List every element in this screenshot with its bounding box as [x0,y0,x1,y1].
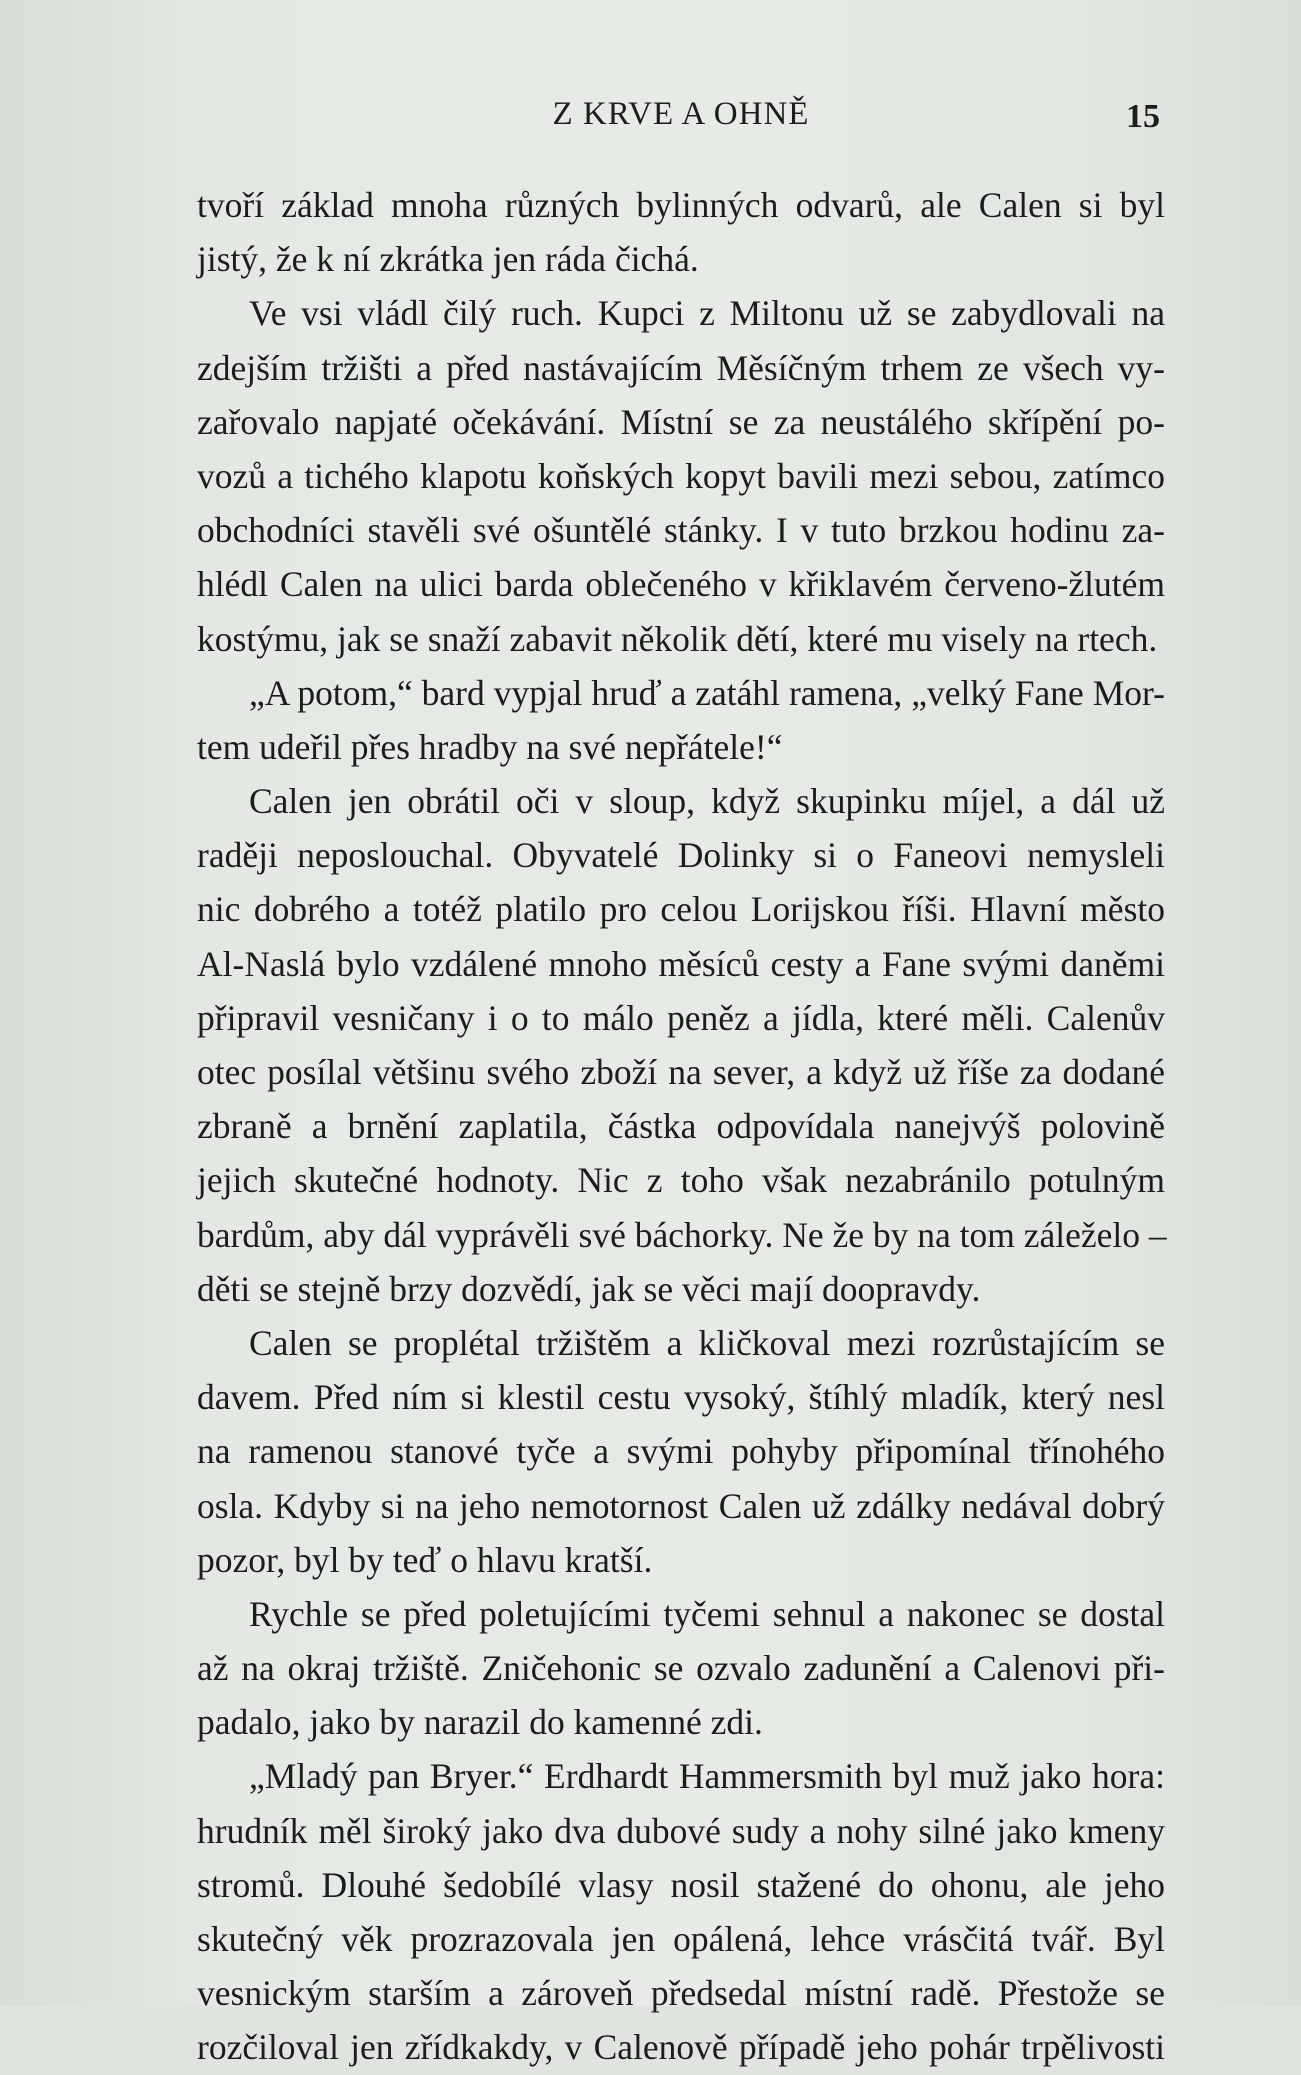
text-line: zdejším tržišti a před nastávajícím Měsíčným trhem ze všech vy- [197,347,1165,388]
page-number: 15 [1126,98,1160,135]
text-line: osla. Kdyby si na jeho nemotornost Calen už zdálky nedával dobrý [197,1485,1165,1526]
text-line: davem. Před ním si klestil cestu vysoký, štíhlý mladík, který nesl [197,1377,1165,1418]
text-line: Calen se proplétal tržištěm a kličkoval mezi rozrůstajícím se [249,1322,1165,1363]
text-line: nic dobrého a totéž platilo pro celou Lorijskou říši. Hlavní město [197,889,1165,930]
text-line: otec posílal většinu svého zboží na sever, a když už říše za dodané [197,1052,1165,1092]
text-line: až na okraj tržiště. Zničehonic se ozvalo zadunění a Calenovi při- [197,1648,1165,1689]
text-line: Rychle se před poletujícími tyčemi sehnul a nakonec se dostal [249,1593,1165,1634]
text-line: na ramenou stanové tyče a svými pohyby připomínal třínohého [197,1431,1165,1472]
text-line: Al-Naslá bylo vzdálené mnoho měsíců cesty a Fane svými daněmi [197,943,1165,984]
text-line: děti se stejně brzy dozvědí, jak se věci mají doopravdy. [197,1268,981,1309]
text-line: padalo, jako by narazil do kamenné zdi. [197,1702,763,1743]
text-line: „Mladý pan Bryer.“ Erdhardt Hammersmith byl muž jako hora: [249,1756,1165,1797]
text-line: rozčiloval jen zřídkakdy, v Calenově případě jeho pohár trpělivosti [197,2027,1165,2068]
text-line: „A potom,“ bard vypjal hruď a zatáhl ramena, „velký Fane Mor- [249,672,1165,713]
text-line: Calen jen obrátil oči v sloup, když skupinku míjel, a dál už [249,781,1165,822]
text-line: připravil vesničany i o to málo peněz a jídla, které měli. Calenův [197,997,1165,1038]
text-line: kostýmu, jak se snaží zabavit několik dětí, které mu visely na rtech. [197,618,1158,659]
text-line: jistý, že k ní zkrátka jen ráda čichá. [197,239,699,280]
text-line: vesnickým starším a zároveň předsedal místní radě. Přestože se [197,1973,1165,2014]
text-line: bardům, aby dál vyprávěli své báchorky. Ne že by na tom záleželo – [197,1214,1167,1255]
text-line: tvoří základ mnoha různých bylinných odvarů, ale Calen si byl [197,185,1165,225]
text-line: pozor, byl by teď o hlavu kratší. [197,1539,653,1580]
body-text [197,178,1165,2075]
text-line: tem udeřil přes hradby na své nepřátele!“ [197,726,783,767]
text-line: obchodníci stavěli své ošuntělé stánky. I v tuto brzkou hodinu za- [197,510,1165,551]
text-line: zařovalo napjaté očekávání. Místní se za neustálého skřípění po- [197,401,1165,442]
text-line: zbraně a brnění zaplatila, částka odpovídala nanejvýš polovině [197,1106,1165,1147]
text-line: raději neposlouchal. Obyvatelé Dolinky si o Faneovi nemysleli [197,835,1165,876]
text-line: skutečný věk prozrazovala jen opálená, lehce vrásčitá tvář. Byl [197,1919,1165,1959]
text-line: stromů. Dlouhé šedobílé vlasy nosil stažené do ohonu, ale jeho [197,1864,1165,1905]
text-line: Ve vsi vládl čilý ruch. Kupci z Miltonu už se zabydlovali na [249,293,1165,334]
text-line: hrudník měl široký jako dva dubové sudy a nohy silné jako kmeny [197,1810,1165,1851]
text-line: jejich skutečné hodnoty. Nic z toho však nezabránilo potulným [197,1160,1165,1201]
running-title: Z KRVE A OHNĚ [552,96,810,132]
text-line: vozů a tichého klapotu koňských kopyt bavili mezi sebou, zatímco [197,455,1165,496]
text-line: hlédl Calen na ulici barda oblečeného v křiklavém červeno-žlutém [197,564,1165,605]
